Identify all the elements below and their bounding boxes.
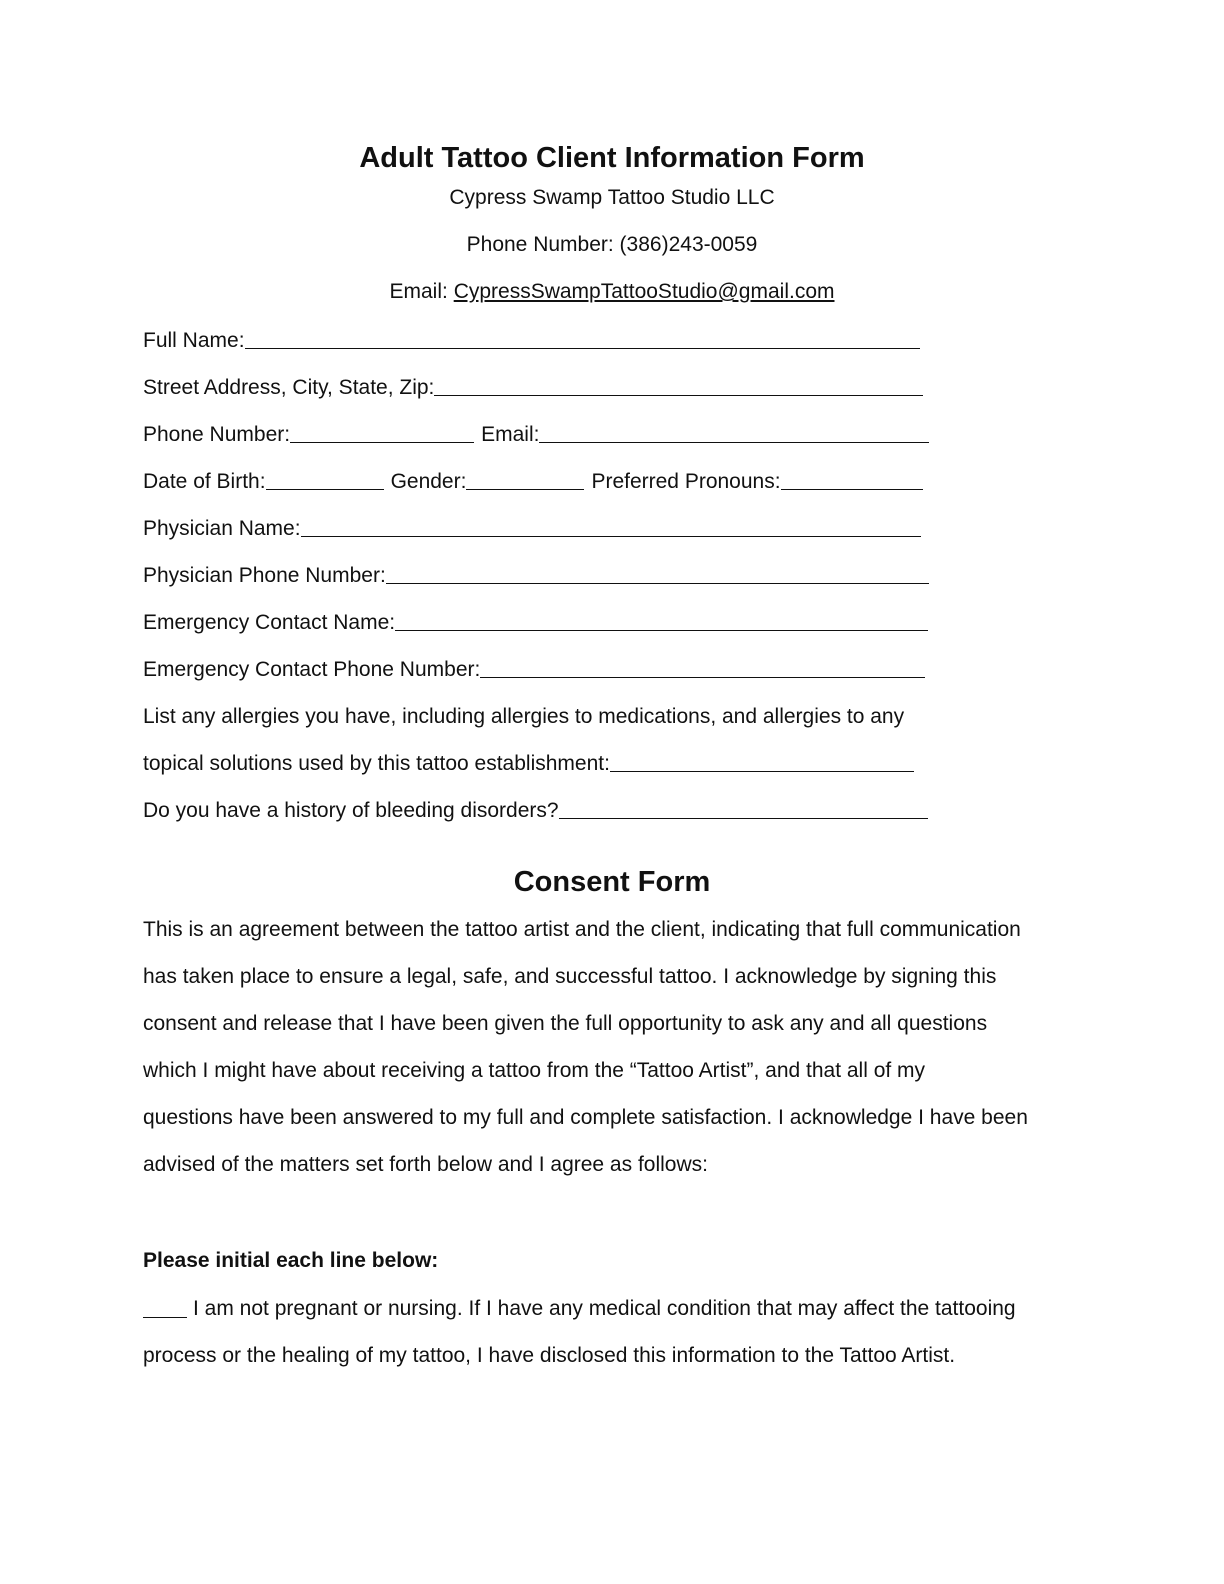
studio-email-label: Email: xyxy=(389,280,454,303)
physician-name-row xyxy=(143,511,921,541)
address-label: Street Address, City, State, Zip: xyxy=(143,376,435,399)
phone-field[interactable] xyxy=(290,422,474,443)
initial-item-line-1 xyxy=(143,1297,1016,1321)
emergency-phone-field[interactable] xyxy=(480,657,925,678)
consent-line: which I might have about receiving a tattoo from the “Tattoo Artist”, and that all of my xyxy=(143,1059,926,1082)
physician-phone-field[interactable] xyxy=(386,563,929,584)
address-row xyxy=(143,370,923,400)
form-title: Adult Tattoo Client Information Form xyxy=(359,142,865,174)
full-name-field[interactable] xyxy=(245,328,920,349)
dob-field[interactable] xyxy=(266,469,384,490)
full-name-label: Full Name: xyxy=(143,329,245,352)
allergies-row-1 xyxy=(143,699,904,729)
allergies-label-1: List any allergies you have, including allergies to medications, and allergies to any xyxy=(143,705,905,728)
address-field[interactable] xyxy=(434,375,923,396)
bleeding-field[interactable] xyxy=(559,798,928,819)
email-label: Email: xyxy=(481,423,540,446)
bleeding-row xyxy=(143,793,928,823)
allergies-field[interactable] xyxy=(610,751,914,772)
studio-phone: Phone Number: (386)243-0059 xyxy=(466,233,758,256)
studio-name: Cypress Swamp Tattoo Studio LLC xyxy=(449,186,775,209)
pronouns-label: Preferred Pronouns: xyxy=(591,470,781,493)
email-field[interactable] xyxy=(539,422,929,443)
consent-line: questions have been answered to my full and complete satisfaction. I acknowledge I have been xyxy=(143,1106,1028,1129)
full-name-row xyxy=(143,323,920,353)
emergency-phone-label: Emergency Contact Phone Number: xyxy=(143,658,481,681)
initial-heading: Please initial each line below: xyxy=(143,1249,439,1272)
dob-label: Date of Birth: xyxy=(143,470,266,493)
initial-item-text-1: I am not pregnant or nursing. If I have any medical condition that may affect the tattooing xyxy=(193,1297,1016,1320)
bleeding-label: Do you have a history of bleeding disorders? xyxy=(143,799,559,822)
consent-title: Consent Form xyxy=(513,866,711,898)
emergency-name-field[interactable] xyxy=(395,610,928,631)
physician-phone-row xyxy=(143,558,929,588)
consent-line: advised of the matters set forth below and I agree as follows: xyxy=(143,1153,708,1176)
consent-line: This is an agreement between the tattoo artist and the client, indicating that full communication xyxy=(143,918,1021,941)
physician-phone-label: Physician Phone Number: xyxy=(143,564,386,587)
pronouns-field[interactable] xyxy=(781,469,923,490)
emergency-phone-row xyxy=(143,652,925,682)
gender-label: Gender: xyxy=(390,470,467,493)
emergency-name-label: Emergency Contact Name: xyxy=(143,611,396,634)
physician-name-label: Physician Name: xyxy=(143,517,301,540)
allergies-row-2 xyxy=(143,746,914,776)
phone-label: Phone Number: xyxy=(143,423,291,446)
emergency-name-row xyxy=(143,605,928,635)
studio-email xyxy=(0,280,1224,304)
initial-field[interactable] xyxy=(143,1297,187,1318)
initial-item-text-2: process or the healing of my tattoo, I have disclosed this information to the Tattoo Artist. xyxy=(143,1344,956,1367)
dob-gender-row xyxy=(143,464,923,494)
consent-line: has taken place to ensure a legal, safe, and successful tattoo. I acknowledge by signing this xyxy=(143,965,997,988)
consent-line: consent and release that I have been given the full opportunity to ask any and all questions xyxy=(143,1012,988,1035)
phone-email-row xyxy=(143,417,929,447)
physician-name-field[interactable] xyxy=(301,516,921,537)
allergies-label-2: topical solutions used by this tattoo establishment: xyxy=(143,752,610,775)
gender-field[interactable] xyxy=(466,469,584,490)
studio-email-link[interactable]: CypressSwampTattooStudio@gmail.com xyxy=(453,280,835,303)
